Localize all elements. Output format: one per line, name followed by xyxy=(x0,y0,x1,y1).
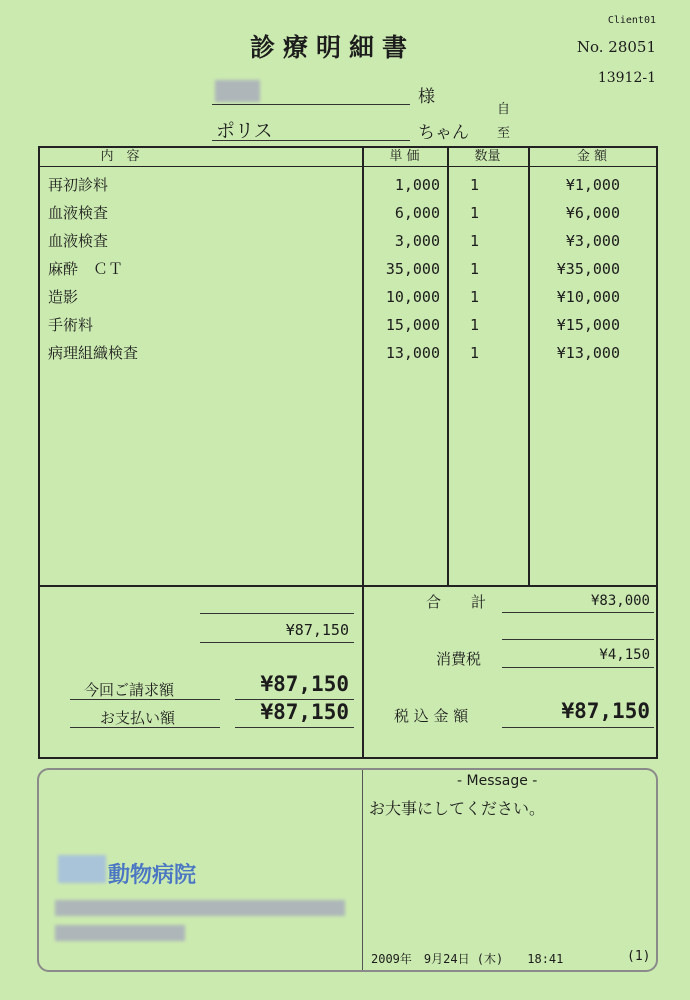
header-item: 内 容 xyxy=(100,149,140,164)
item-qty: 1 xyxy=(470,204,480,222)
tax-label: 消費税 xyxy=(436,650,482,668)
to-label: 至 xyxy=(497,126,511,141)
billing-label: 今回ご請求額 xyxy=(84,681,175,699)
sub-number: 13912-1 xyxy=(597,70,656,86)
item-amount: ¥13,000 xyxy=(556,344,620,362)
billing-value: ¥87,150 xyxy=(260,672,349,696)
document-title: 診療明細書 xyxy=(250,33,416,62)
subtotal-value: ¥87,150 xyxy=(285,621,349,639)
item-name: 手術料 xyxy=(48,316,94,334)
sum-value: ¥83,000 xyxy=(590,593,650,609)
item-qty: 1 xyxy=(470,288,480,306)
client-id: Client01 xyxy=(607,15,656,26)
total-label: 税 込 金 額 xyxy=(394,707,469,725)
page-number: (1) xyxy=(627,949,651,964)
total-value: ¥87,150 xyxy=(561,699,650,723)
items-table xyxy=(38,146,658,587)
totals-section xyxy=(38,587,658,759)
item-qty: 1 xyxy=(470,344,480,362)
item-amount: ¥3,000 xyxy=(565,232,620,250)
item-price: 3,000 xyxy=(394,232,440,250)
item-price: 6,000 xyxy=(394,204,440,222)
payment-value: ¥87,150 xyxy=(260,700,349,724)
item-qty: 1 xyxy=(470,176,480,194)
table-row xyxy=(40,283,656,311)
header-price: 単 価 xyxy=(389,149,420,164)
document-number: No. 28051 xyxy=(576,38,656,56)
from-label: 自 xyxy=(497,102,511,117)
item-price: 1,000 xyxy=(394,176,440,194)
owner-name-underline xyxy=(212,104,410,105)
hospital-name: 動物病院 xyxy=(108,863,197,888)
owner-name-redacted xyxy=(215,80,260,102)
item-amount: ¥6,000 xyxy=(565,204,620,222)
table-row xyxy=(40,311,656,339)
item-qty: 1 xyxy=(470,232,480,250)
item-amount: ¥35,000 xyxy=(556,260,620,278)
tax-value: ¥4,150 xyxy=(599,647,650,663)
header-amount: 金 額 xyxy=(576,149,608,164)
print-datetime: 2009年 9月24日 (木) 18:41 xyxy=(371,952,564,966)
pet-name-underline xyxy=(212,140,410,141)
hospital-address-redacted xyxy=(55,900,345,916)
hospital-logo-redacted xyxy=(58,855,106,883)
table-row xyxy=(40,255,656,283)
item-name: 再初診料 xyxy=(48,176,109,194)
table-row xyxy=(40,199,656,227)
item-name: 血液検査 xyxy=(48,232,109,250)
table-row xyxy=(40,227,656,255)
item-amount: ¥1,000 xyxy=(565,176,620,194)
message-text: お大事にしてください。 xyxy=(369,799,546,818)
pet-suffix: ちゃん xyxy=(418,123,469,143)
item-name: 麻酔 ＣＴ xyxy=(48,260,124,278)
message-title: - Message - xyxy=(457,773,538,789)
item-price: 35,000 xyxy=(385,260,440,278)
item-price: 13,000 xyxy=(385,344,440,362)
table-row xyxy=(40,339,656,367)
header-qty: 数量 xyxy=(474,149,501,164)
payment-label: お支払い額 xyxy=(100,709,176,727)
table-row xyxy=(40,171,656,199)
item-name: 造影 xyxy=(48,288,79,306)
item-name: 血液検査 xyxy=(48,204,109,222)
item-amount: ¥10,000 xyxy=(556,288,620,306)
sum-label: 合 計 xyxy=(426,593,487,611)
hospital-phone-redacted xyxy=(55,925,185,941)
owner-suffix: 様 xyxy=(418,87,435,107)
item-name: 病理組織検査 xyxy=(48,344,139,362)
pet-name: ポリス xyxy=(216,120,273,142)
item-qty: 1 xyxy=(470,260,480,278)
item-price: 15,000 xyxy=(385,316,440,334)
item-amount: ¥15,000 xyxy=(556,316,620,334)
item-price: 10,000 xyxy=(385,288,440,306)
item-qty: 1 xyxy=(470,316,480,334)
